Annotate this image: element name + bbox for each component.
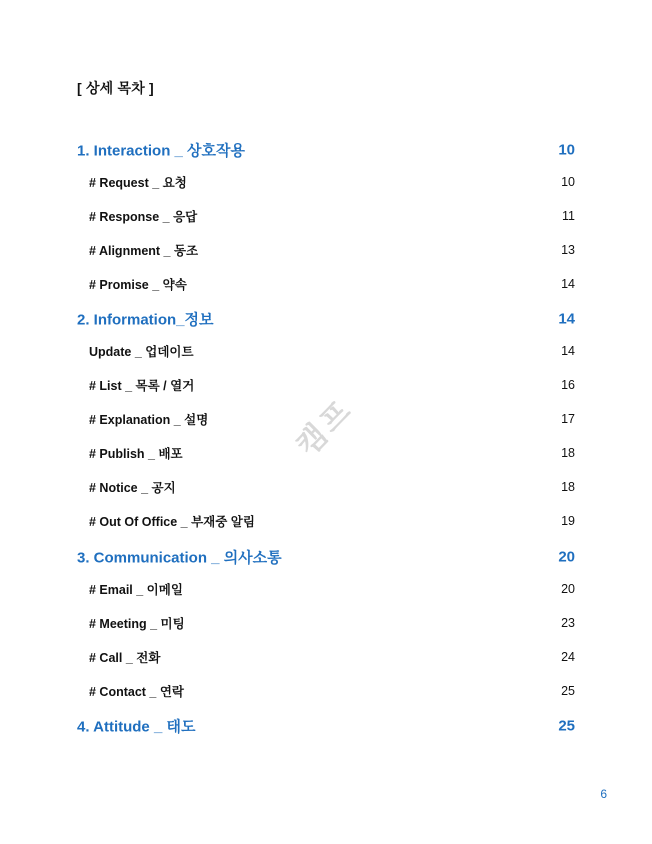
toc-entry-page: 25 [561,684,575,698]
toc-entry-promise[interactable] [0,273,652,295]
toc-entry-label: 3. Communication _ 의사소통 [77,549,282,567]
toc-entry-label: # Notice _ 공지 [89,481,176,495]
toc-entry-notice[interactable] [0,476,652,498]
toc-entry-update[interactable] [0,340,652,362]
toc-entry-label: 2. Information_정보 [77,311,214,329]
toc-entry-label: 4. Attitude _ 태도 [77,718,196,736]
toc-entry-page: 13 [561,243,575,257]
toc-entry-label: # Publish _ 배포 [89,447,183,461]
toc-entry-meeting[interactable] [0,612,652,634]
toc-entry-page: 10 [561,175,575,189]
toc-entry-page: 18 [561,480,575,494]
toc-entry-page: 18 [561,446,575,460]
toc-entry-label: # Contact _ 연락 [89,685,184,699]
toc-section-interaction[interactable] [0,139,652,161]
toc-entry-page: 23 [561,616,575,630]
toc-entry-label: # Call _ 전화 [89,651,161,665]
toc-entry-page: 10 [558,141,575,159]
toc-entry-label: # Explanation _ 설명 [89,413,209,427]
toc-entry-label: # List _ 목록 / 열거 [89,379,195,393]
toc-entry-label: # Promise _ 약속 [89,278,187,292]
page-number: 6 [600,787,607,801]
toc-entry-label: # Request _ 요청 [89,176,187,190]
toc-entry-label: # Response _ 응답 [89,210,198,224]
toc-entry-contact[interactable] [0,680,652,702]
toc-entry-call[interactable] [0,646,652,668]
toc-entry-out-of-office[interactable] [0,510,652,532]
toc-entry-request[interactable] [0,171,652,193]
toc-entry-page: 24 [561,650,575,664]
toc-entry-page: 16 [561,378,575,392]
toc-entry-page: 20 [558,548,575,566]
toc-entry-page: 17 [561,412,575,426]
toc-entry-email[interactable] [0,578,652,600]
toc-entry-label: 1. Interaction _ 상호작용 [77,142,245,160]
watermark-text: 캠프 [290,392,361,463]
toc-section-information[interactable] [0,308,652,330]
toc-entry-page: 11 [562,209,575,223]
toc-entry-page: 19 [561,514,575,528]
toc-entry-page: 14 [558,310,575,328]
toc-entry-page: 14 [561,277,575,291]
toc-entry-label: # Out Of Office _ 부재중 알림 [89,515,255,529]
toc-entry-label: # Email _ 이메일 [89,583,183,597]
toc-entry-label: # Meeting _ 미팅 [89,617,185,631]
toc-entry-response[interactable] [0,205,652,227]
toc-entry-label: # Alignment _ 동조 [89,244,199,258]
toc-entry-page: 25 [558,717,575,735]
toc-section-attitude[interactable] [0,715,652,737]
toc-entry-label: Update _ 업데이트 [89,345,194,359]
toc-entry-page: 20 [561,582,575,596]
toc-entry-alignment[interactable] [0,239,652,261]
toc-heading: [ 상세 목차 ] [77,80,154,96]
toc-section-communication[interactable] [0,546,652,568]
toc-entry-page: 14 [561,344,575,358]
